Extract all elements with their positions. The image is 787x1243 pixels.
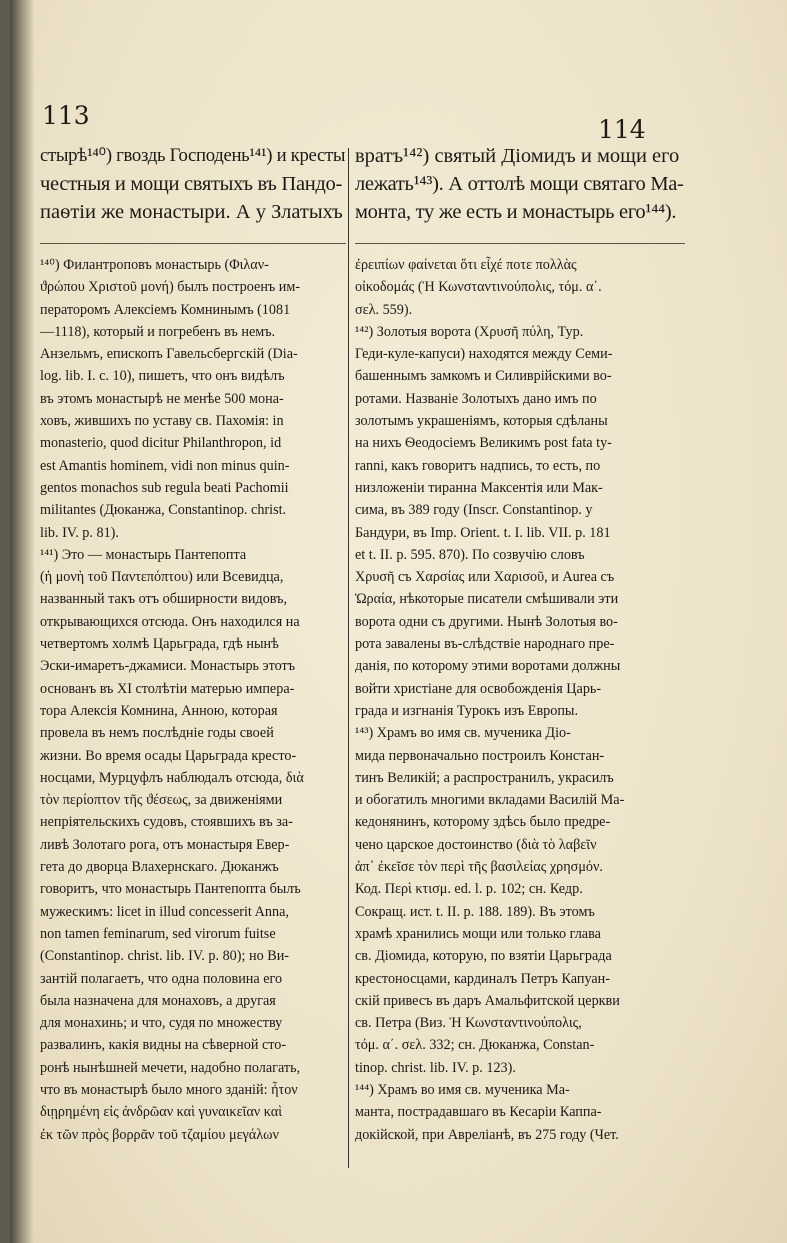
footnote-line: ронѣ нынѣшней мечети, надобно полагать,: [40, 1059, 301, 1076]
footnote-line: зантій полагаетъ, что одна половина его: [40, 970, 283, 987]
footnote-line: носцами, Мурцуфлъ наблюдалъ отсюда, διὰ: [40, 769, 304, 786]
main-line: лежать¹⁴³). А оттолѣ мощи святаго Ма-: [355, 173, 684, 195]
footnote-line: башеннымъ замкомъ и Силиврійскими во-: [355, 368, 612, 385]
footnote-line: града и изгнанія Турокъ изъ Европы.: [355, 702, 579, 719]
footnote-line: кедонянинъ, которому здѣсь было предре-: [355, 814, 611, 831]
left-main-text: [40, 142, 346, 226]
footnote-line: говоритъ, что монастырь Пантепопта былъ: [40, 881, 301, 898]
footnote-line: Геди-куле-капуси) находятся между Семи-: [355, 346, 613, 363]
footnote-line: ¹⁴²) Золотыя ворота (Χρυσῆ πύλη, Тур.: [355, 323, 584, 340]
book-page-spread: [10, 0, 787, 1243]
footnote-line: тинъ Великій; а распространилъ, украсилъ: [355, 769, 614, 786]
footnote-line: Анзельмъ, епископъ Гавельсбергскій (Dia-: [40, 346, 298, 363]
footnote-line: Бандури, въ Imp. Orient. t. I. lib. VII. p. 181: [355, 524, 611, 541]
footnote-line: храмѣ хранились мощи или только глава: [355, 925, 601, 942]
footnote-line: tinop. christ. lib. IV. p. 123).: [355, 1059, 516, 1076]
footnote-line: ¹⁴⁰) Филантроповъ монастырь (Φιλαν-: [40, 257, 269, 273]
footnote-line: ¹⁴⁴) Храмъ во имя св. мученика Ма-: [355, 1081, 570, 1098]
footnote-line: —1118), который и погребенъ въ немъ.: [40, 323, 276, 340]
footnote-line: ператоромъ Алексіемъ Комнинымъ (1081: [40, 301, 291, 318]
footnote-line: ¹⁴³) Храмъ во имя св. мученика Діо-: [355, 725, 571, 742]
footnote-line: мужескимъ: licet in illud concesserit Anna,: [40, 903, 289, 920]
footnote-line: была назначена для монаховъ, а другая: [40, 992, 276, 1009]
footnote-line: διῃρημένη εἰς ἀνδρῶαν καὶ γυναικεῖαν καὶ: [40, 1104, 283, 1121]
footnote-line: log. lib. I. c. 10), пишетъ, что онъ видѣлъ: [40, 368, 285, 385]
footnote-line: Код. Περὶ κτισμ. ed. l. p. 102; сн. Кедр.: [355, 881, 583, 898]
main-line: паѳтіи же монастыри. А у Златыхъ: [40, 201, 343, 223]
book-gutter: [10, 0, 34, 1243]
footnote-line: скій привесъ въ даръ Амальфитской церкви: [355, 992, 620, 1009]
footnote-line: ворота одни съ другими. Нынѣ Золотыя во-: [355, 613, 618, 630]
footnote-line: основанъ въ XI столѣтіи матерью импера-: [40, 680, 295, 697]
footnote-line: для монахинь; и что, судя по множеству: [40, 1015, 283, 1032]
footnote-line: докійской, при Авреліанѣ, въ 275 году (Чет.: [355, 1126, 619, 1143]
footnote-line: крестоносцами, кардиналъ Петръ Капуан-: [355, 970, 610, 987]
footnote-line: Χρυσῆ съ Χαρσίας или Χαρισοῦ, и Aurea съ: [355, 569, 615, 586]
footnote-line: золотымъ украшеніямъ, которыя сдѣланы: [355, 413, 608, 430]
footnote-line: рота завалены въ-слѣдствіе народнаго пре-: [355, 636, 615, 653]
right-column: [355, 142, 685, 1146]
footnote-line: тора Алексія Комнина, Анною, которая: [40, 702, 278, 719]
left-footnotes: [40, 254, 346, 1146]
footnote-line: сима, въ 389 году (Inscr. Constantinop. у: [355, 502, 593, 519]
footnote-line: lib. IV. p. 81).: [40, 524, 119, 541]
footnote-line: ἀπ᾽ ἐκεῖσε τὸν περὶ τῆς βασιλείας χρησμόν.: [355, 859, 603, 876]
footnote-line: ἐρειπίων φαίνεται ὅτι εἶχέ ποτε πολλὰς: [355, 257, 577, 273]
page-number-right: 114: [598, 115, 646, 144]
footnote-line: (Constantinop. christ. lib. IV. p. 80); но Ви-: [40, 948, 290, 965]
footnote-line: въ этомъ монастырѣ не менѣе 500 мона-: [40, 390, 284, 407]
footnote-line: (ἡ μονὴ τοῦ Παντεπόπτου) или Всевидца,: [40, 569, 284, 586]
main-line: вратъ¹⁴²) святый Діомидъ и мощи его: [355, 145, 680, 167]
footnote-separator-right: [355, 243, 685, 244]
footnote-line: и обогатилъ многими вкладами Василій Ма-: [355, 792, 625, 809]
footnote-line: τὸν περίοπτον τῆς ϑέσεως, за движеніями: [40, 792, 283, 809]
footnote-line: данія, по которому этими воротами должны: [355, 658, 621, 675]
footnote-line: четвертомъ холмѣ Царьграда, гдѣ нынѣ: [40, 636, 279, 653]
footnote-line: ranni, какъ говоритъ надпись, то есть, по: [355, 457, 601, 474]
footnote-line: ротами. Названіе Золотыхъ дано имъ по: [355, 390, 597, 407]
footnote-line: Ὡραία, нѣкоторые писатели смѣшивали эти: [355, 591, 619, 608]
footnote-line: monasterio, quod dicitur Philanthropon, id: [40, 435, 282, 452]
column-divider: [348, 148, 349, 1168]
main-line: монта, ту же есть и монастырь его¹⁴⁴).: [355, 201, 677, 223]
footnote-line: св. Петра (Виз. Ἡ Κωνσταντινούπολις,: [355, 1015, 582, 1032]
footnote-line: жизни. Во время осады Царьграда кресто-: [40, 747, 297, 764]
footnote-line: et t. II. p. 595. 870). По созвучію словъ: [355, 546, 585, 563]
footnote-line: non tamen feminarum, sed virorum fuitse: [40, 925, 276, 942]
footnote-line: манта, пострадавшаго въ Кесаріи Каппа-: [355, 1104, 602, 1121]
main-line: стырѣ¹⁴⁰) гвоздь Господень¹⁴¹) и кресты: [40, 145, 346, 166]
footnote-line: ховъ, жившихъ по уставу св. Пахомія: in: [40, 413, 284, 430]
page-number-left: 113: [42, 101, 90, 130]
footnote-line: что въ монастырѣ было много зданій: ἦτον: [40, 1081, 298, 1098]
footnote-line: непріятельскихъ судовъ, стоявшихъ въ за-: [40, 814, 293, 831]
main-line: честныя и мощи святыхъ въ Пандо-: [40, 173, 343, 195]
footnote-line: ἐκ τῶν πρὸς βορρᾶν τοῦ τζαμίου μεγάλων: [40, 1126, 279, 1143]
footnote-line: гета до дворца Влахернскаго. Дюканжъ: [40, 859, 279, 876]
footnote-line: gentos monachos sub regula beati Pachomii: [40, 479, 289, 496]
footnote-line: провела въ немъ послѣдніе годы своей: [40, 725, 274, 742]
footnote-separator-left: [40, 243, 346, 244]
footnote-line: открывающихся отсюда. Онъ находился на: [40, 613, 300, 630]
footnote-line: σελ. 559).: [355, 301, 413, 318]
footnote-line: ϑρώπου Χριστοῦ μονή) былъ построенъ им-: [40, 279, 301, 296]
footnote-line: чено царское достоинство (διὰ τὸ λαβεῖν: [355, 836, 597, 853]
footnote-line: св. Діомида, которую, по взятіи Царьграда: [355, 948, 612, 965]
footnote-line: οἰκοδομάς (Ἡ Κωνσταντινούπολις, τόμ. α΄.: [355, 279, 602, 296]
footnote-line: низложеніи тиранна Максентія или Мак-: [355, 479, 603, 496]
right-main-text: [355, 142, 685, 226]
right-footnotes: [355, 254, 685, 1146]
footnote-line: est Amantis hominem, vidi non minus quin-: [40, 457, 290, 474]
left-column: [40, 142, 346, 1146]
footnote-line: τόμ. α΄. σελ. 332; сн. Дюканжа, Constan-: [355, 1037, 595, 1054]
footnote-line: militantes (Дюканжа, Constantinop. christ.: [40, 502, 287, 519]
footnote-line: развалинъ, какія видны на сѣверной сто-: [40, 1037, 287, 1054]
footnote-line: мида первоначально построилъ Констан-: [355, 747, 605, 764]
footnote-line: войти христіане для освобожденія Царь-: [355, 680, 602, 697]
footnote-line: ливѣ Золотаго рога, отъ монастыря Евер-: [40, 836, 290, 853]
footnote-line: ¹⁴¹) Это — монастырь Пантепопта: [40, 546, 247, 563]
footnote-line: на нихъ Ѳеодосіемъ Великимъ post fata ty-: [355, 435, 612, 452]
footnote-line: названный такъ отъ обширности видовъ,: [40, 591, 288, 608]
footnote-line: Эски-имаретъ-джамиси. Монастырь этотъ: [40, 658, 296, 675]
footnote-line: Сокращ. ист. t. II. p. 188. 189). Въ этомъ: [355, 903, 595, 920]
